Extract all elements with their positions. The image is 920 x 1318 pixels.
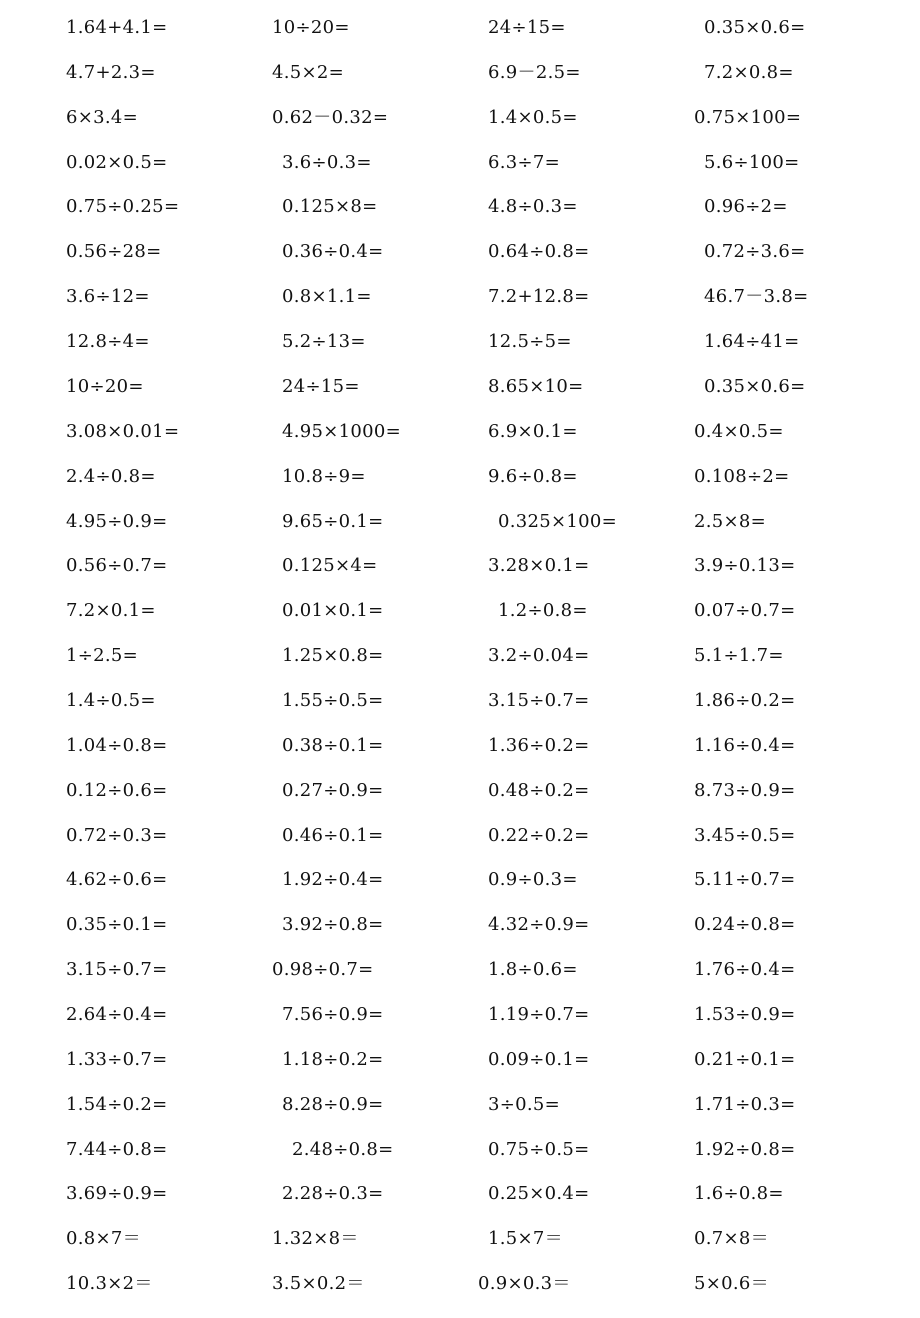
problem-cell: 1.92÷0.4=: [282, 869, 384, 891]
problem-cell: 0.325×100=: [498, 510, 618, 532]
problem-cell: 0.01×0.1=: [282, 600, 384, 622]
problem-cell: 5.1÷1.7=: [694, 645, 784, 666]
problem-cell: 1.64÷41=: [704, 331, 800, 352]
problem-cell: 3.92÷0.8=: [282, 914, 384, 936]
problem-cell: 1.76÷0.4=: [694, 959, 796, 981]
problem-row: [0, 601, 920, 645]
problem-cell: 0.27÷0.9=: [282, 779, 384, 801]
problem-cell: 1.55÷0.5=: [282, 689, 384, 711]
problem-cell: 1.32×8＝: [272, 1228, 359, 1250]
problem-row: [0, 870, 920, 914]
problem-cell: 12.8÷4=: [66, 331, 150, 352]
problem-cell: 7.2+12.8=: [488, 286, 590, 308]
problem-cell: 0.75×100=: [694, 106, 802, 128]
problem-row: [0, 153, 920, 197]
problem-row: [0, 1005, 920, 1049]
problem-cell: 0.9÷0.3=: [488, 869, 578, 891]
problem-cell: 46.7－3.8=: [704, 286, 809, 308]
problem-row: [0, 332, 920, 376]
problem-cell: 1.6÷0.8=: [694, 1183, 784, 1205]
problem-cell: 4.95×1000=: [282, 420, 402, 442]
problem-cell: 1.16÷0.4=: [694, 734, 796, 756]
problem-cell: 1.18÷0.2=: [282, 1048, 384, 1070]
problem-cell: 3.45÷0.5=: [694, 824, 796, 846]
problem-row: [0, 781, 920, 825]
problem-cell: 10.3×2＝: [66, 1273, 153, 1295]
problem-cell: 3.9÷0.13=: [694, 555, 796, 577]
problem-cell: 1.5×7＝: [488, 1228, 563, 1250]
problem-row: [0, 242, 920, 286]
problem-cell: 1.64+4.1=: [66, 17, 168, 38]
problem-cell: 6.3÷7=: [488, 151, 561, 173]
problem-cell: 10÷20=: [66, 375, 144, 397]
problem-cell: 1.4×0.5=: [488, 106, 578, 128]
problem-cell: 3.28×0.1=: [488, 555, 590, 577]
problem-cell: 3.08×0.01=: [66, 420, 180, 442]
problem-row: [0, 960, 920, 1004]
problem-cell: 1.33÷0.7=: [66, 1048, 168, 1070]
problem-cell: 0.02×0.5=: [66, 151, 168, 173]
problem-cell: 24÷15=: [488, 17, 566, 38]
problem-row: [0, 197, 920, 241]
problem-cell: 0.25×0.4=: [488, 1183, 590, 1205]
problem-cell: 3.15÷0.7=: [488, 689, 590, 711]
problem-cell: 2.48÷0.8=: [292, 1138, 394, 1160]
problem-cell: 2.64÷0.4=: [66, 1003, 168, 1025]
problem-row: [0, 826, 920, 870]
problem-cell: 8.28÷0.9=: [282, 1093, 384, 1115]
problem-row: [0, 1140, 920, 1184]
problem-cell: 0.4×0.5=: [694, 420, 784, 442]
problem-cell: 0.09÷0.1=: [488, 1048, 590, 1070]
problem-row: [0, 1095, 920, 1139]
problem-cell: 5×0.6＝: [694, 1273, 769, 1295]
problem-cell: 0.125×4=: [282, 555, 378, 577]
problem-cell: 2.5×8=: [694, 510, 767, 532]
problem-cell: 1÷2.5=: [66, 645, 139, 666]
problem-cell: 0.8×1.1=: [282, 286, 372, 308]
problem-cell: 3.2÷0.04=: [488, 645, 590, 666]
problem-cell: 4.8÷0.3=: [488, 196, 578, 218]
problem-cell: 3.69÷0.9=: [66, 1183, 168, 1205]
problem-cell: 9.65÷0.1=: [282, 510, 384, 532]
problem-cell: 10÷20=: [272, 17, 350, 38]
problem-cell: 0.7×8＝: [694, 1228, 769, 1250]
problem-row: [0, 915, 920, 959]
problem-cell: 3÷0.5=: [488, 1093, 561, 1115]
problem-cell: 0.64÷0.8=: [488, 241, 590, 263]
problem-cell: 5.6÷100=: [704, 151, 800, 173]
problem-cell: 0.35×0.6=: [704, 17, 806, 38]
problem-cell: 4.7+2.3=: [66, 61, 156, 83]
problem-cell: 0.72÷3.6=: [704, 241, 806, 263]
problem-row: [0, 377, 920, 421]
problem-row: [0, 736, 920, 780]
problem-cell: 3.6÷12=: [66, 286, 150, 308]
problem-row: [0, 467, 920, 511]
problem-cell: 7.56÷0.9=: [282, 1003, 384, 1025]
problem-row: [0, 1184, 920, 1228]
problem-cell: 0.48÷0.2=: [488, 779, 590, 801]
problem-cell: 1.8÷0.6=: [488, 959, 578, 981]
problem-row: [0, 63, 920, 107]
problem-cell: 1.36÷0.2=: [488, 734, 590, 756]
problem-cell: 5.2÷13=: [282, 331, 366, 352]
problem-cell: 4.62÷0.6=: [66, 869, 168, 891]
problem-cell: 0.24÷0.8=: [694, 914, 796, 936]
problem-cell: 2.4÷0.8=: [66, 465, 156, 487]
problem-cell: 0.108÷2=: [694, 465, 790, 487]
problem-cell: 0.75÷0.5=: [488, 1138, 590, 1160]
problem-cell: 3.5×0.2＝: [272, 1273, 365, 1295]
problem-cell: 0.75÷0.25=: [66, 196, 180, 218]
problem-cell: 6×3.4=: [66, 106, 139, 128]
problem-cell: 4.32÷0.9=: [488, 914, 590, 936]
problem-row: [0, 1050, 920, 1094]
problem-cell: 1.86÷0.2=: [694, 689, 796, 711]
problem-cell: 10.8÷9=: [282, 465, 366, 487]
problem-cell: 5.11÷0.7=: [694, 869, 796, 891]
problem-cell: 0.46÷0.1=: [282, 824, 384, 846]
problem-cell: 0.36÷0.4=: [282, 241, 384, 263]
problem-row: [0, 422, 920, 466]
problem-cell: 1.71÷0.3=: [694, 1093, 796, 1115]
problem-row: [0, 1274, 920, 1318]
problem-row: [0, 18, 920, 62]
problem-cell: 0.56÷28=: [66, 241, 162, 263]
problem-cell: 0.56÷0.7=: [66, 555, 168, 577]
problem-cell: 3.6÷0.3=: [282, 151, 372, 173]
problem-cell: 7.2×0.8=: [704, 61, 794, 83]
problem-cell: 1.4÷0.5=: [66, 689, 156, 711]
problem-row: [0, 108, 920, 152]
problem-cell: 9.6÷0.8=: [488, 465, 578, 487]
problem-cell: 3.15÷0.7=: [66, 959, 168, 981]
problem-cell: 0.35÷0.1=: [66, 914, 168, 936]
problem-row: [0, 691, 920, 735]
problem-cell: 7.44÷0.8=: [66, 1138, 168, 1160]
problem-cell: 0.12÷0.6=: [66, 779, 168, 801]
problem-row: [0, 1229, 920, 1273]
problem-row: [0, 556, 920, 600]
problem-cell: 8.65×10=: [488, 375, 584, 397]
problem-cell: 1.19÷0.7=: [488, 1003, 590, 1025]
problem-cell: 0.8×7＝: [66, 1228, 141, 1250]
problem-cell: 0.98÷0.7=: [272, 959, 374, 981]
problem-row: [0, 287, 920, 331]
problem-cell: 1.92÷0.8=: [694, 1138, 796, 1160]
problem-cell: 0.21÷0.1=: [694, 1048, 796, 1070]
problem-cell: 4.5×2=: [272, 61, 345, 83]
problem-cell: 1.25×0.8=: [282, 645, 384, 666]
problem-cell: 1.2÷0.8=: [498, 600, 588, 622]
problem-cell: 0.96÷2=: [704, 196, 788, 218]
problem-row: [0, 512, 920, 556]
problem-cell: 4.95÷0.9=: [66, 510, 168, 532]
problem-cell: 1.04÷0.8=: [66, 734, 168, 756]
problem-cell: 1.54÷0.2=: [66, 1093, 168, 1115]
problem-cell: 1.53÷0.9=: [694, 1003, 796, 1025]
problem-cell: 0.22÷0.2=: [488, 824, 590, 846]
problem-row: [0, 646, 920, 690]
problem-cell: 2.28÷0.3=: [282, 1183, 384, 1205]
problem-cell: 0.9×0.3＝: [478, 1273, 571, 1295]
problem-cell: 0.07÷0.7=: [694, 600, 796, 622]
problem-cell: 0.35×0.6=: [704, 375, 806, 397]
problem-cell: 0.125×8=: [282, 196, 378, 218]
problem-cell: 6.9×0.1=: [488, 420, 578, 442]
problem-cell: 12.5÷5=: [488, 331, 572, 352]
problem-cell: 6.9－2.5=: [488, 61, 581, 83]
problem-cell: 7.2×0.1=: [66, 600, 156, 622]
problem-cell: 0.38÷0.1=: [282, 734, 384, 756]
problem-cell: 0.72÷0.3=: [66, 824, 168, 846]
problem-cell: 24÷15=: [282, 375, 360, 397]
problem-cell: 0.62－0.32=: [272, 106, 389, 128]
problem-cell: 8.73÷0.9=: [694, 779, 796, 801]
